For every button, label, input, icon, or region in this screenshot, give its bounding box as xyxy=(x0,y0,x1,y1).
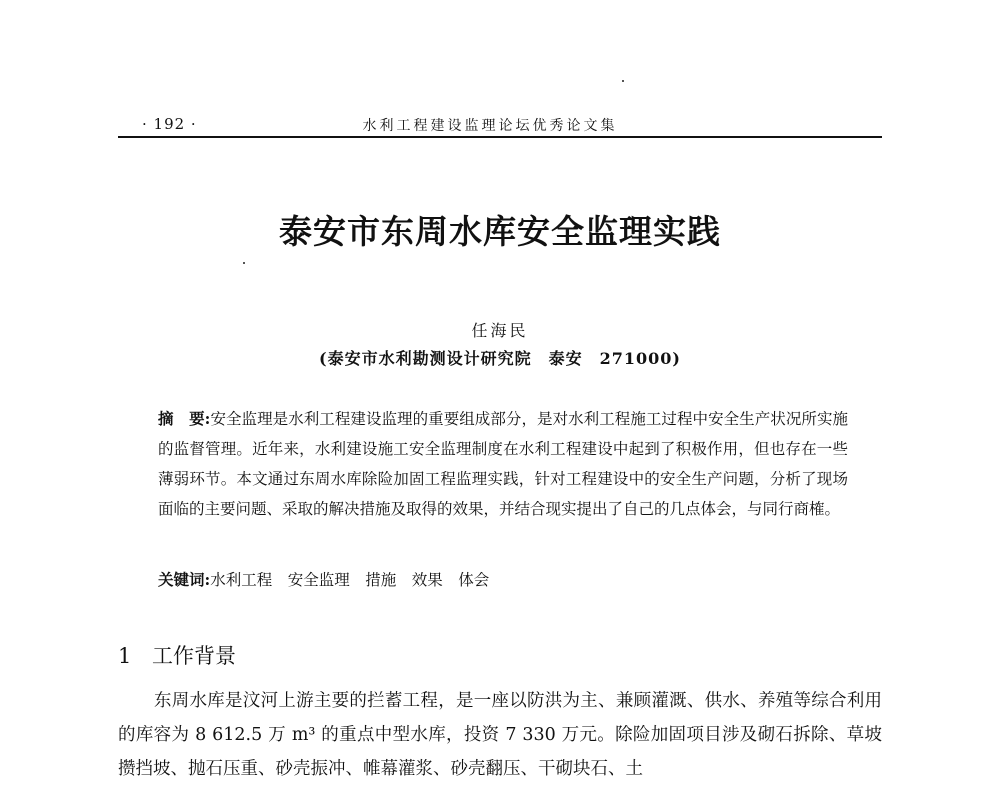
page-number: · 192 · xyxy=(142,115,197,133)
author-name: 任海民 xyxy=(471,321,529,340)
section-title: 工作背景 xyxy=(152,644,236,668)
article-title: 泰安市东周水库安全监理实践 xyxy=(279,212,721,251)
section-body: 东周水库是汶河上游主要的拦蓄工程，是一座以防洪为主、兼顾灌溉、供水、养殖等综合利用的库容为 8 612.5 万 m³ 的重点中型水库，投资 7 330 万元。除险加固项目涉及砌石拆除、草坡攒挡坡、抛石压重、砂壳振冲、帷幕灌浆、砂壳翻压、干砌块石、土 xyxy=(118,691,882,779)
abstract-label: 摘 要: xyxy=(158,409,211,428)
section-heading xyxy=(118,640,878,670)
header-rule xyxy=(118,136,882,138)
keywords-list: 水利工程 安全监理 措施 效果 体会 xyxy=(210,571,490,589)
scan-speck xyxy=(243,262,245,264)
scan-speck xyxy=(622,80,624,82)
journal-title: 水利工程建设监理论坛优秀论文集 xyxy=(362,118,618,134)
abstract-text: 安全监理是水利工程建设监理的重要组成部分，是对水利工程施工过程中安全生产状况所实施的监督管理。近年来，水利建设施工安全监理制度在水利工程建设中起到了积极作用，但也存在一些薄弱环节。本文通过东周水库除险加固工程监理实践，针对工程建设中的安全生产问题，分析了现场面临的主要问题、采取的解决措施及取得的效果，并结合现实提出了自己的几点体会，与同行商榷。 xyxy=(158,410,848,518)
abstract xyxy=(158,404,848,524)
keywords-label: 关键词: xyxy=(158,570,211,589)
keywords xyxy=(158,566,848,594)
running-head xyxy=(120,112,880,136)
author-affiliation: (泰安市水利勘测设计研究院 泰安 271000) xyxy=(319,349,681,368)
section-number: 1 xyxy=(118,644,132,668)
